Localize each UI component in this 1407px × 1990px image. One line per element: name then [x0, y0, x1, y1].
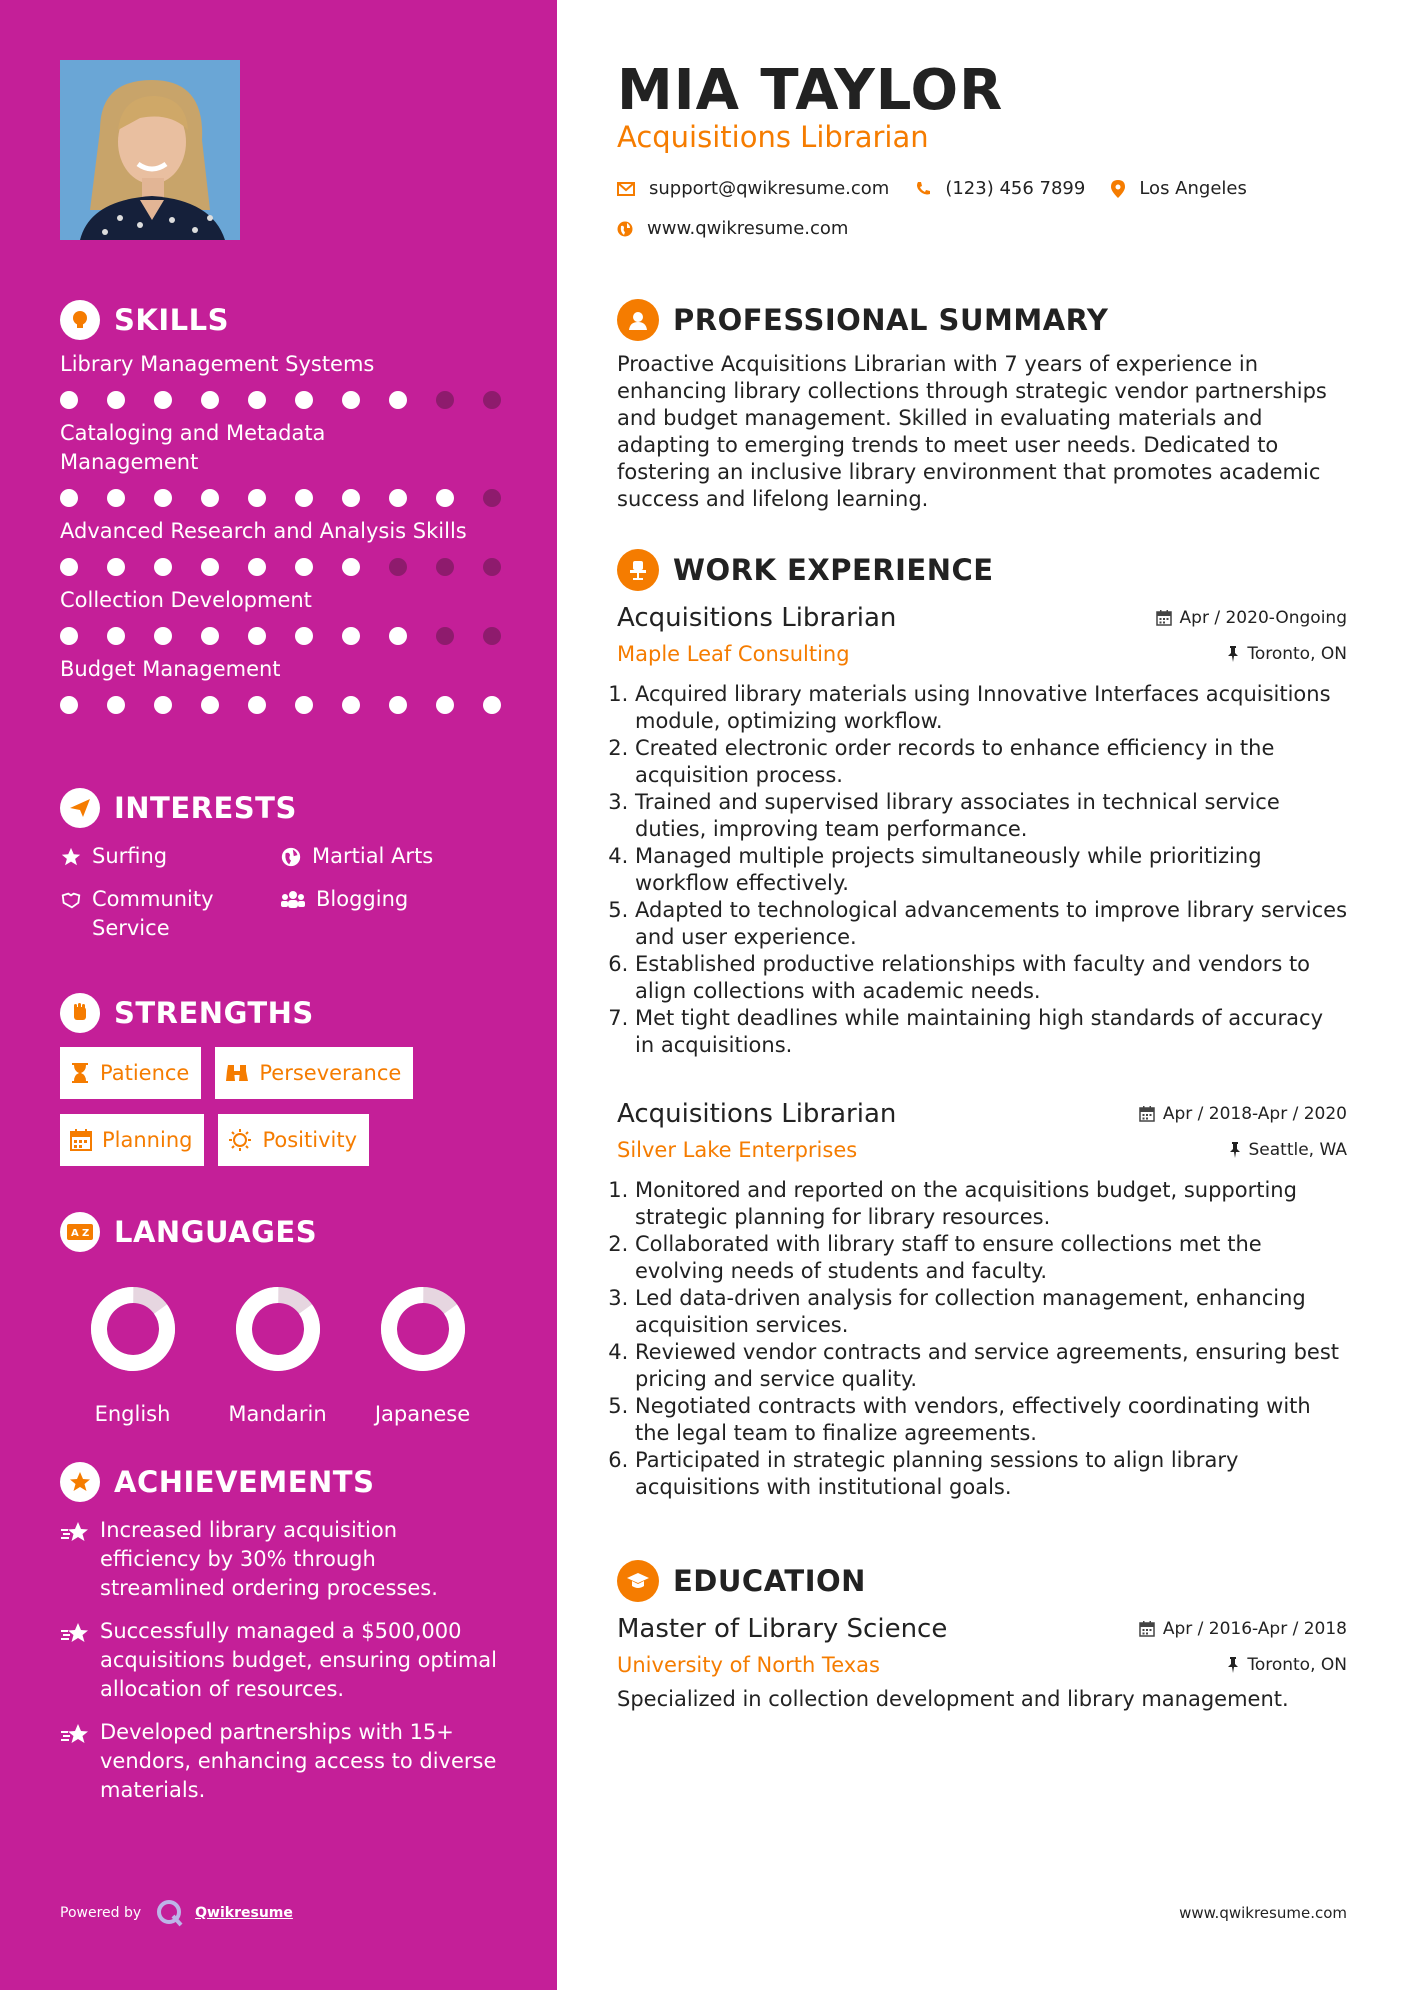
skill-rating [60, 391, 510, 409]
language-name: Japanese [374, 1402, 471, 1426]
rating-dot-filled [342, 696, 360, 714]
interests-header [60, 788, 510, 828]
rating-dot-filled [483, 696, 501, 714]
language-name: Mandarin [228, 1402, 327, 1426]
rating-dot-empty [483, 391, 501, 409]
rating-dot-filled [107, 696, 125, 714]
achievement-text: Developed partnerships with 15+ vendors, enhancing access to diverse materials. [100, 1720, 497, 1802]
achievements-section [60, 1462, 510, 1805]
contact-email [617, 178, 889, 199]
rating-dot-filled [389, 696, 407, 714]
languages-section [60, 1212, 510, 1426]
language-proficiency-ring [380, 1286, 466, 1372]
rating-dot-filled [389, 391, 407, 409]
binoculars-icon [225, 1063, 249, 1083]
ring-fill [235, 1286, 321, 1372]
interest-item [60, 885, 280, 943]
rating-dot-filled [248, 558, 266, 576]
job-date [1139, 1104, 1347, 1124]
svg-text:Z: Z [82, 1228, 90, 1239]
phone-icon [915, 181, 931, 197]
rating-dot-filled [342, 489, 360, 507]
calendar-icon [1156, 610, 1172, 626]
envelope-icon [617, 182, 635, 196]
contact-phone [915, 178, 1085, 199]
job-location [1227, 644, 1347, 664]
rating-dot-filled [295, 558, 313, 576]
rating-dot-filled [60, 391, 78, 409]
job-title: Acquisitions Librarian [617, 1099, 897, 1129]
calendar-icon [1139, 1106, 1155, 1122]
summary-header [617, 299, 1347, 341]
rating-dot-filled [248, 391, 266, 409]
shooting-star-icon [60, 1621, 90, 1645]
graduation-cap-icon [617, 1560, 659, 1602]
calendar-icon [70, 1129, 92, 1151]
paper-plane-icon [60, 788, 100, 828]
interests-section [60, 788, 510, 943]
language-name: English [94, 1402, 171, 1426]
translate-icon [60, 1212, 100, 1252]
responsibility-item: 4. Reviewed vendor contracts and service agreements, ensuring best pricing and service quality. [635, 1339, 1347, 1393]
rating-dot-filled [154, 489, 172, 507]
rating-dot-filled [107, 391, 125, 409]
rating-dot-filled [201, 391, 219, 409]
skills-header [60, 300, 510, 340]
rating-dot-filled [295, 391, 313, 409]
school: University of North Texas [617, 1653, 880, 1677]
job-date-text: Apr / 2020-Ongoing [1179, 608, 1347, 628]
rating-dot-filled [60, 558, 78, 576]
languages-header [60, 1212, 510, 1252]
degree: Master of Library Science [617, 1614, 948, 1644]
experience-header [617, 549, 1347, 591]
interest-label: Blogging [316, 887, 409, 911]
candidate-name: MIA TAYLOR [617, 58, 1004, 123]
interest-item [280, 885, 510, 943]
skills-list [60, 350, 510, 714]
job-location-text: Toronto, ON [1247, 644, 1347, 664]
responsibility-item: 6. Participated in strategic planning sessions to align library acquisitions with institutional goals. [635, 1447, 1347, 1501]
strength-chip [218, 1114, 369, 1166]
globe-icon [280, 846, 302, 868]
language-item [205, 1286, 350, 1426]
handshake-icon [60, 889, 82, 911]
rating-dot-filled [248, 696, 266, 714]
achievements-title: ACHIEVEMENTS [114, 1465, 375, 1499]
skill-rating [60, 627, 510, 645]
rating-dot-filled [201, 696, 219, 714]
rating-dot-empty [389, 558, 407, 576]
qwikresume-link[interactable]: Qwikresume [195, 1905, 293, 1921]
skill-item [60, 655, 510, 714]
pushpin-icon [1227, 1657, 1239, 1673]
rating-dot-filled [154, 391, 172, 409]
achievement-item [60, 1617, 510, 1704]
rating-dot-filled [436, 489, 454, 507]
rating-dot-filled [154, 696, 172, 714]
experience-title: WORK EXPERIENCE [673, 553, 994, 587]
rating-dot-filled [107, 489, 125, 507]
phone-text: (123) 456 7899 [945, 178, 1086, 199]
skill-item [60, 586, 510, 645]
rating-dot-filled [201, 558, 219, 576]
interests-list [60, 842, 510, 943]
qwikresume-logo-icon [155, 1898, 185, 1928]
rating-dot-filled [154, 558, 172, 576]
strength-label: Planning [102, 1128, 193, 1152]
rating-dot-filled [107, 558, 125, 576]
job-date-text: Apr / 2018-Apr / 2020 [1162, 1104, 1347, 1124]
award-star-icon [60, 1462, 100, 1502]
job-location [1229, 1140, 1348, 1160]
svg-text:A: A [71, 1228, 79, 1239]
candidate-role: Acquisitions Librarian [617, 120, 929, 154]
rating-dot-filled [60, 627, 78, 645]
pushpin-icon [1227, 646, 1239, 662]
summary-section [617, 299, 1347, 513]
rating-dot-filled [248, 627, 266, 645]
achievement-item [60, 1516, 510, 1603]
fist-icon [60, 993, 100, 1033]
interest-label: Community Service [92, 887, 214, 940]
briefcase-chair-icon [617, 549, 659, 591]
achievements-header [60, 1462, 510, 1502]
rating-dot-filled [389, 627, 407, 645]
summary-title: PROFESSIONAL SUMMARY [673, 303, 1109, 337]
rating-dot-empty [483, 627, 501, 645]
skills-section [60, 300, 510, 714]
rating-dot-filled [436, 696, 454, 714]
strength-label: Positivity [262, 1128, 357, 1152]
job-title: Acquisitions Librarian [617, 603, 897, 633]
strengths-title: STRENGTHS [114, 996, 314, 1030]
responsibility-item: 1. Acquired library materials using Innovative Interfaces acquisitions module, optimizing workflow. [635, 681, 1347, 735]
strength-label: Patience [100, 1061, 190, 1085]
website-text[interactable]: www.qwikresume.com [647, 218, 849, 239]
sun-icon [228, 1128, 252, 1152]
contact-location [1111, 178, 1247, 199]
rating-dot-empty [436, 391, 454, 409]
skill-item [60, 419, 510, 507]
ring-fill [90, 1286, 176, 1372]
skill-name: Advanced Research and Analysis Skills [60, 519, 467, 543]
education-location-text: Toronto, ON [1247, 1655, 1347, 1675]
language-proficiency-ring [235, 1286, 321, 1372]
languages-title: LANGUAGES [114, 1215, 318, 1249]
skill-rating [60, 696, 510, 714]
lightbulb-icon [60, 300, 100, 340]
map-marker-icon [1111, 180, 1125, 198]
job-responsibilities [617, 681, 1347, 1059]
rating-dot-filled [154, 627, 172, 645]
profile-photo [60, 60, 240, 240]
interest-label: Surfing [92, 844, 168, 868]
experience-section [617, 549, 1347, 1501]
calendar-icon [1139, 1621, 1155, 1637]
achievement-text: Successfully managed a $500,000 acquisitions budget, ensuring optimal allocation of resources. [100, 1619, 497, 1701]
rating-dot-filled [107, 627, 125, 645]
rating-dot-filled [201, 489, 219, 507]
language-proficiency-ring [90, 1286, 176, 1372]
responsibility-item: 1. Monitored and reported on the acquisitions budget, supporting strategic planning for library resources. [635, 1177, 1347, 1231]
rating-dot-filled [248, 489, 266, 507]
globe-icon [617, 221, 633, 237]
language-item [350, 1286, 495, 1426]
ring-fill [380, 1286, 466, 1372]
skill-rating [60, 558, 510, 576]
responsibility-item: 2. Collaborated with library staff to ensure collections met the evolving needs of students and faculty. [635, 1231, 1347, 1285]
pushpin-icon [1229, 1142, 1241, 1158]
rating-dot-filled [295, 696, 313, 714]
contact-row [617, 178, 1273, 199]
interest-item [60, 842, 280, 871]
location-text: Los Angeles [1139, 178, 1247, 199]
language-item [60, 1286, 205, 1426]
rating-dot-filled [60, 696, 78, 714]
rating-dot-filled [342, 558, 360, 576]
education-entry [617, 1612, 1347, 1713]
rating-dot-filled [201, 627, 219, 645]
skill-name: Library Management Systems [60, 352, 375, 376]
rating-dot-filled [295, 489, 313, 507]
responsibility-item: 6. Established productive relationships with faculty and vendors to align collections with academic needs. [635, 951, 1347, 1005]
job-date [1156, 608, 1347, 628]
responsibility-item: 4. Managed multiple projects simultaneously while prioritizing workflow effectively. [635, 843, 1347, 897]
job-entry [617, 601, 1347, 1059]
strengths-section [60, 993, 510, 1181]
strengths-list [60, 1047, 460, 1181]
strength-label: Perseverance [259, 1061, 402, 1085]
rating-dot-empty [483, 489, 501, 507]
achievement-item [60, 1718, 510, 1805]
shooting-star-icon [60, 1722, 90, 1746]
education-section [617, 1560, 1347, 1713]
footer-url[interactable]: www.qwikresume.com [1179, 1904, 1347, 1922]
contact-row-web [617, 218, 874, 239]
strength-chip [60, 1047, 201, 1099]
group-icon [280, 889, 306, 911]
skill-item [60, 350, 510, 409]
education-description: Specialized in collection development and library management. [617, 1687, 1289, 1711]
interest-item [280, 842, 510, 871]
contact-website [617, 218, 848, 239]
sidebar [0, 0, 557, 1990]
responsibility-item: 2. Created electronic order records to enhance efficiency in the acquisition process. [635, 735, 1347, 789]
skill-name: Budget Management [60, 657, 281, 681]
education-location [1227, 1655, 1347, 1675]
responsibility-item: 3. Led data-driven analysis for collection management, enhancing acquisition services. [635, 1285, 1347, 1339]
company-name: Maple Leaf Consulting [617, 642, 850, 666]
education-date [1139, 1619, 1347, 1639]
email-text[interactable]: support@qwikresume.com [649, 178, 890, 199]
powered-by [60, 1898, 293, 1928]
rating-dot-filled [389, 489, 407, 507]
star-icon [60, 846, 82, 868]
education-date-text: Apr / 2016-Apr / 2018 [1162, 1619, 1347, 1639]
achievement-text: Increased library acquisition efficiency by 30% through streamlined ordering processes. [100, 1518, 438, 1600]
rating-dot-empty [436, 558, 454, 576]
job-responsibilities [617, 1177, 1347, 1501]
skills-title: SKILLS [114, 303, 229, 337]
user-icon [617, 299, 659, 341]
rating-dot-filled [342, 391, 360, 409]
achievements-list [60, 1516, 510, 1805]
job-location-text: Seattle, WA [1248, 1140, 1347, 1160]
powered-by-label: Powered by [60, 1905, 142, 1921]
strengths-header [60, 993, 510, 1033]
hourglass-icon [70, 1062, 90, 1084]
rating-dot-filled [295, 627, 313, 645]
education-header [617, 1560, 1347, 1602]
company-name: Silver Lake Enterprises [617, 1138, 858, 1162]
skill-item [60, 517, 510, 576]
responsibility-item: 5. Adapted to technological advancements to improve library services and user experience. [635, 897, 1347, 951]
job-entry [617, 1097, 1347, 1501]
summary-text: Proactive Acquisitions Librarian with 7 years of experience in enhancing library collections through strategic vendor partnerships and budget management. Skilled in evaluating materials and adapting to emerging trends to meet user needs. Dedicated to fostering an inclusive library environment that promotes academic success and lifelong learning. [617, 352, 1327, 511]
responsibility-item: 5. Negotiated contracts with vendors, effectively coordinating with the legal team to finalize agreements. [635, 1393, 1347, 1447]
responsibility-item: 7. Met tight deadlines while maintaining high standards of accuracy in acquisitions. [635, 1005, 1347, 1059]
rating-dot-filled [342, 627, 360, 645]
education-title: EDUCATION [673, 1564, 866, 1598]
strength-chip [60, 1114, 204, 1166]
languages-list [60, 1286, 510, 1426]
rating-dot-empty [436, 627, 454, 645]
strength-chip [215, 1047, 413, 1099]
skill-name: Collection Development [60, 588, 312, 612]
rating-dot-empty [483, 558, 501, 576]
jobs-list [617, 601, 1347, 1501]
skill-name: Cataloging and Metadata Management [60, 421, 326, 474]
main-content [617, 0, 1347, 1990]
shooting-star-icon [60, 1520, 90, 1544]
skill-rating [60, 489, 510, 507]
interest-label: Martial Arts [312, 844, 434, 868]
responsibility-item: 3. Trained and supervised library associates in technical service duties, improving team performance. [635, 789, 1347, 843]
rating-dot-filled [60, 489, 78, 507]
interests-title: INTERESTS [114, 791, 297, 825]
